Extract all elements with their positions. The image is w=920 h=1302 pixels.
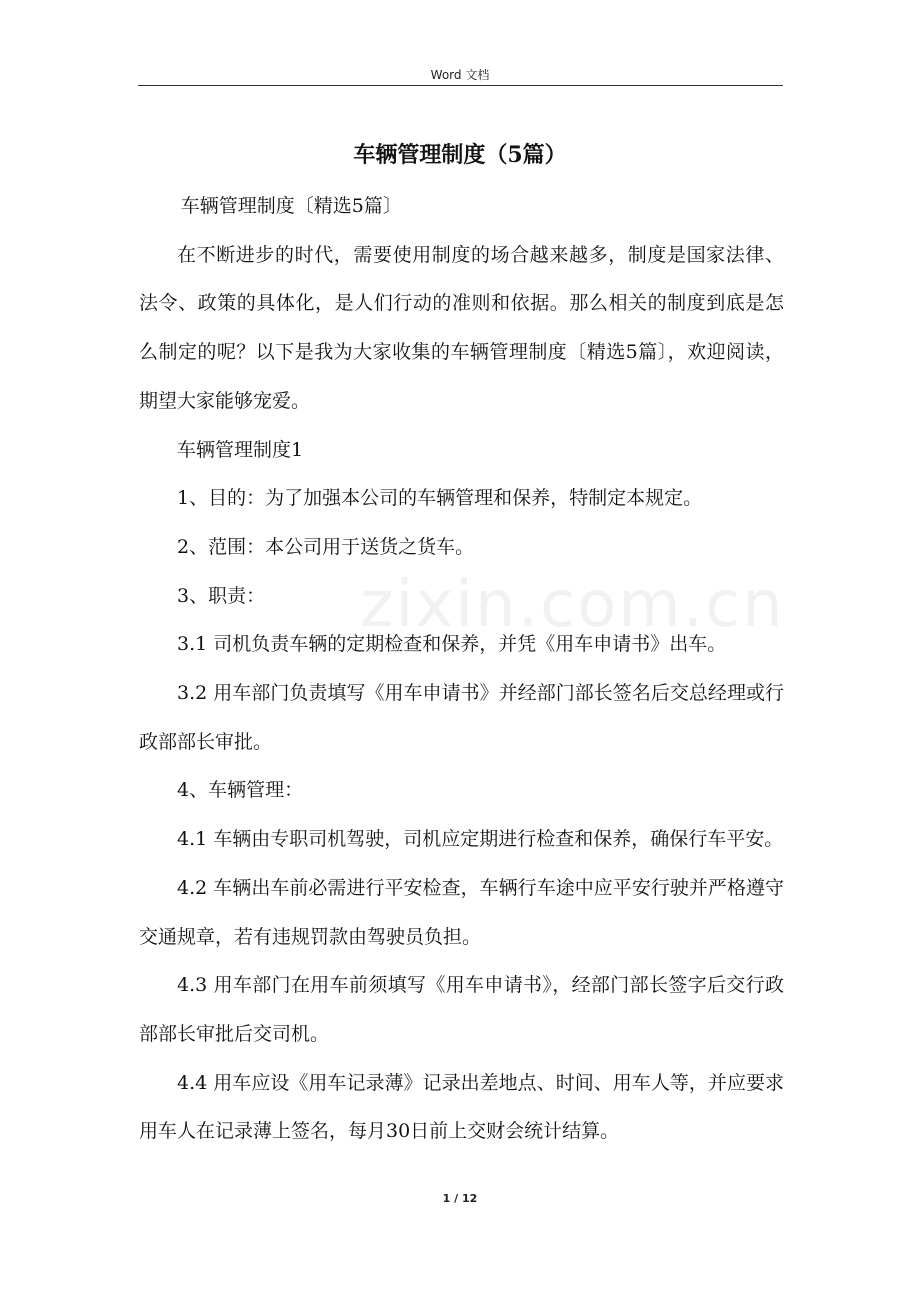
paragraph-4-1: 4.1 车辆由专职司机驾驶，司机应定期进行检查和保养，确保行车平安。 <box>177 828 784 851</box>
page-header: Word 文档 <box>430 68 490 82</box>
paragraph-3-2: 3.2 用车部门负责填写《用车申请书》并经部门部长签名后交总经理或行政部部长审批。 <box>139 682 784 753</box>
page-indicator: 1 / 12 <box>442 1192 478 1205</box>
document-subtitle: 车辆管理制度〔精选5篇〕 <box>180 195 402 217</box>
section-heading: 车辆管理制度1 <box>177 438 304 461</box>
paragraph-duties: 3、职责： <box>177 584 266 607</box>
paragraph-intro: 在不断进步的时代，需要使用制度的场合越来越多，制度是国家法律、法令、政策的具体化，是人们行动的准则和依据。那么相关的制度到底是怎么制定的呢？以下是我为大家收集的车辆管理制度〔精选5篇〕，欢迎阅读，期望大家能够宠爱。 <box>139 243 784 412</box>
header-divider <box>138 85 783 86</box>
document-body <box>139 182 784 1156</box>
paragraph-3-1: 3.1 司机负责车辆的定期检查和保养，并凭《用车申请书》出车。 <box>177 633 727 656</box>
paragraph-purpose: 1、目的：为了加强本公司的车辆管理和保养，特制定本规定。 <box>177 487 703 510</box>
paragraph-4-2: 4.2 车辆出车前必需进行平安检查，车辆行车途中应平安行驶并严格遵守交通规章，若有违规罚款由驾驶员负担。 <box>139 876 784 948</box>
paragraph-scope: 2、范围：本公司用于送货之货车。 <box>177 535 475 558</box>
paragraph-4-4: 4.4 用车应设《用车记录薄》记录出差地点、时间、用车人等，并应要求用车人在记录薄上签名，每月30日前上交财会统计结算。 <box>139 1071 784 1143</box>
document-title: 车辆管理制度（5篇） <box>353 142 567 168</box>
paragraph-4-3: 4.3 用车部门在用车前须填写《用车申请书》，经部门部长签字后交行政部部长审批后交司机。 <box>139 974 784 1045</box>
paragraph-vehicle-management: 4、车辆管理： <box>177 779 304 802</box>
watermark: zixin.com.cn <box>360 568 785 642</box>
